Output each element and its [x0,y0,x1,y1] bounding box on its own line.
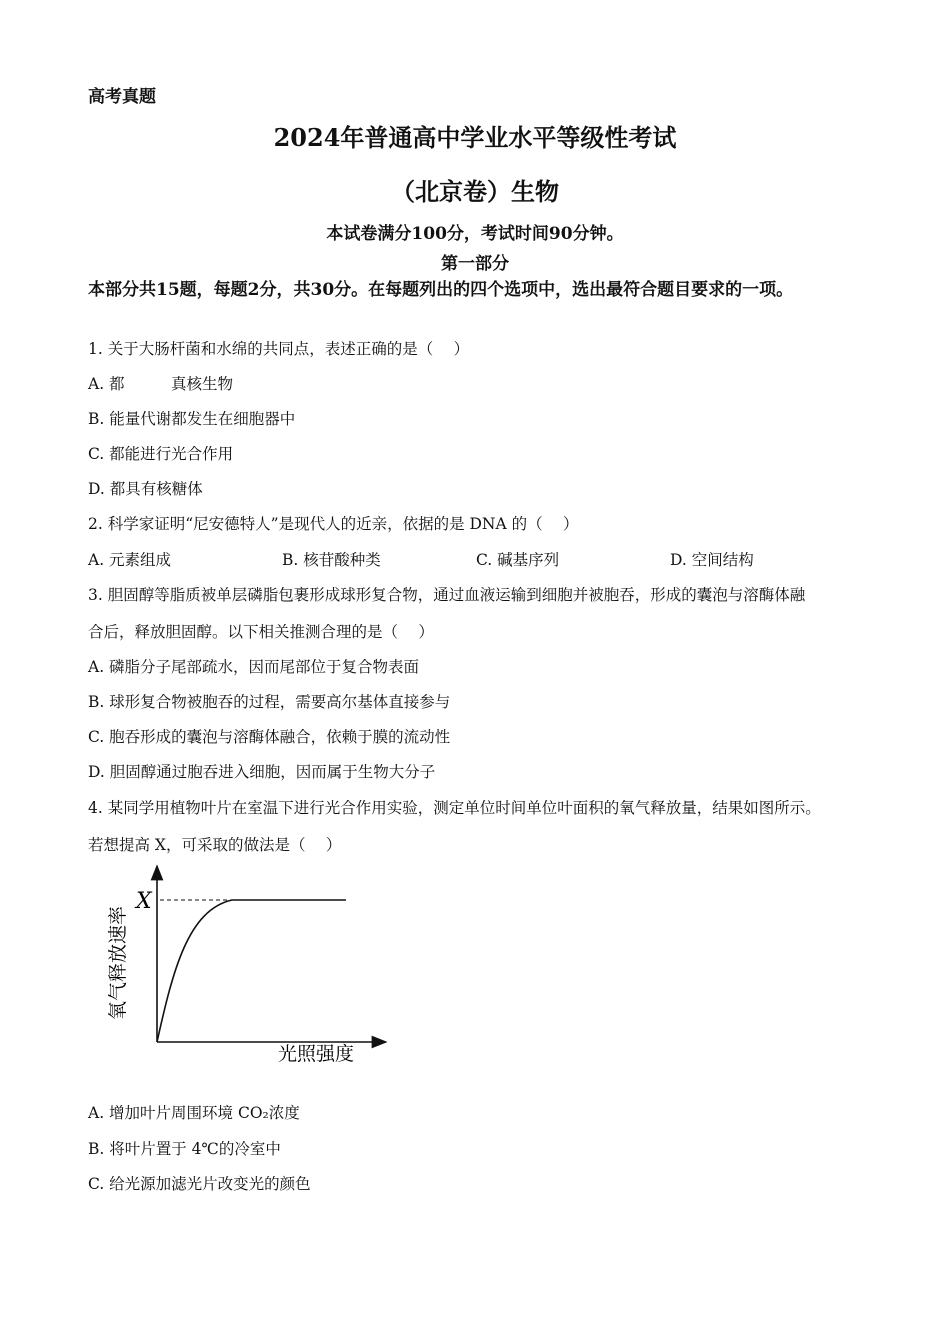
question-4-option-b: B. 将叶片置于 4℃的冷室中 [88,1140,281,1158]
question-2-option-b: B. 核苷酸种类 [282,551,381,569]
exam-title: 2024年普通高中学业水平等级性考试 [273,123,677,152]
question-2-options [88,548,868,570]
question-4-option-a: A. 增加叶片周围环境 CO₂浓度 [88,1104,300,1122]
question-3-option-d: D. 胆固醇通过胞吞进入细胞，因而属于生物大分子 [88,763,436,781]
light-response-figure [88,860,408,1075]
part-instructions: 本部分共15题，每题2分，共30分。在每题列出的四个选项中，选出最符合题目要求的一项。 [88,280,794,300]
question-3-option-c: C. 胞吞形成的囊泡与溶酶体融合，依赖于膜的流动性 [88,728,451,746]
y-axis-label: 氧气释放速率 [107,905,129,1020]
question-2-option-a: A. 元素组成 [88,551,172,569]
question-2-option-d: D. 空间结构 [670,551,754,569]
exam-info: 本试卷满分100分，考试时间90分钟。 [326,224,624,244]
question-3-option-a: A. 磷脂分子尾部疏水，因而尾部位于复合物表面 [88,658,420,676]
exam-subtitle: （北京卷）生物 [391,177,559,206]
question-4-option-c: C. 给光源加滤光片改变光的颜色 [88,1175,311,1193]
part-title: 第一部分 [441,254,509,274]
question-4-stem-line2: 若想提高 X，可采取的做法是（ ） [88,836,342,854]
question-3-option-b: B. 球形复合物被胞吞的过程，需要高尔基体直接参与 [88,693,451,711]
question-2-stem: 2. 科学家证明“尼安德特人”是现代人的近亲，依据的是 DNA 的（ ） [88,515,579,533]
question-1-option-a: A. 都 真核生物 [88,375,234,393]
question-1-option-c: C. 都能进行光合作用 [88,445,234,463]
question-1-stem: 1. 关于大肠杆菌和水绵的共同点，表述正确的是（ ） [88,340,470,358]
question-3-stem-line2: 合后，释放胆固醇。以下相关推测合理的是（ ） [88,623,434,641]
question-3-stem-line1: 3. 胆固醇等脂质被单层磷脂包裹形成球形复合物，通过血液运输到细胞并被胞吞，形成的囊泡与溶酶体融 [88,586,806,604]
x-axis-label: 光照强度 [278,1043,355,1065]
plateau-label: X [136,889,152,914]
question-4-stem-line1: 4. 某同学用植物叶片在室温下进行光合作用实验，测定单位时间单位叶面积的氧气释放量，结果如图所示。 [88,799,821,817]
source-tag: 高考真题 [88,87,156,107]
question-1-option-b: B. 能量代谢都发生在细胞器中 [88,410,296,428]
response-curve [157,900,346,1042]
question-1-option-d: D. 都具有核糖体 [88,480,203,498]
question-2-option-c: C. 碱基序列 [476,551,560,569]
